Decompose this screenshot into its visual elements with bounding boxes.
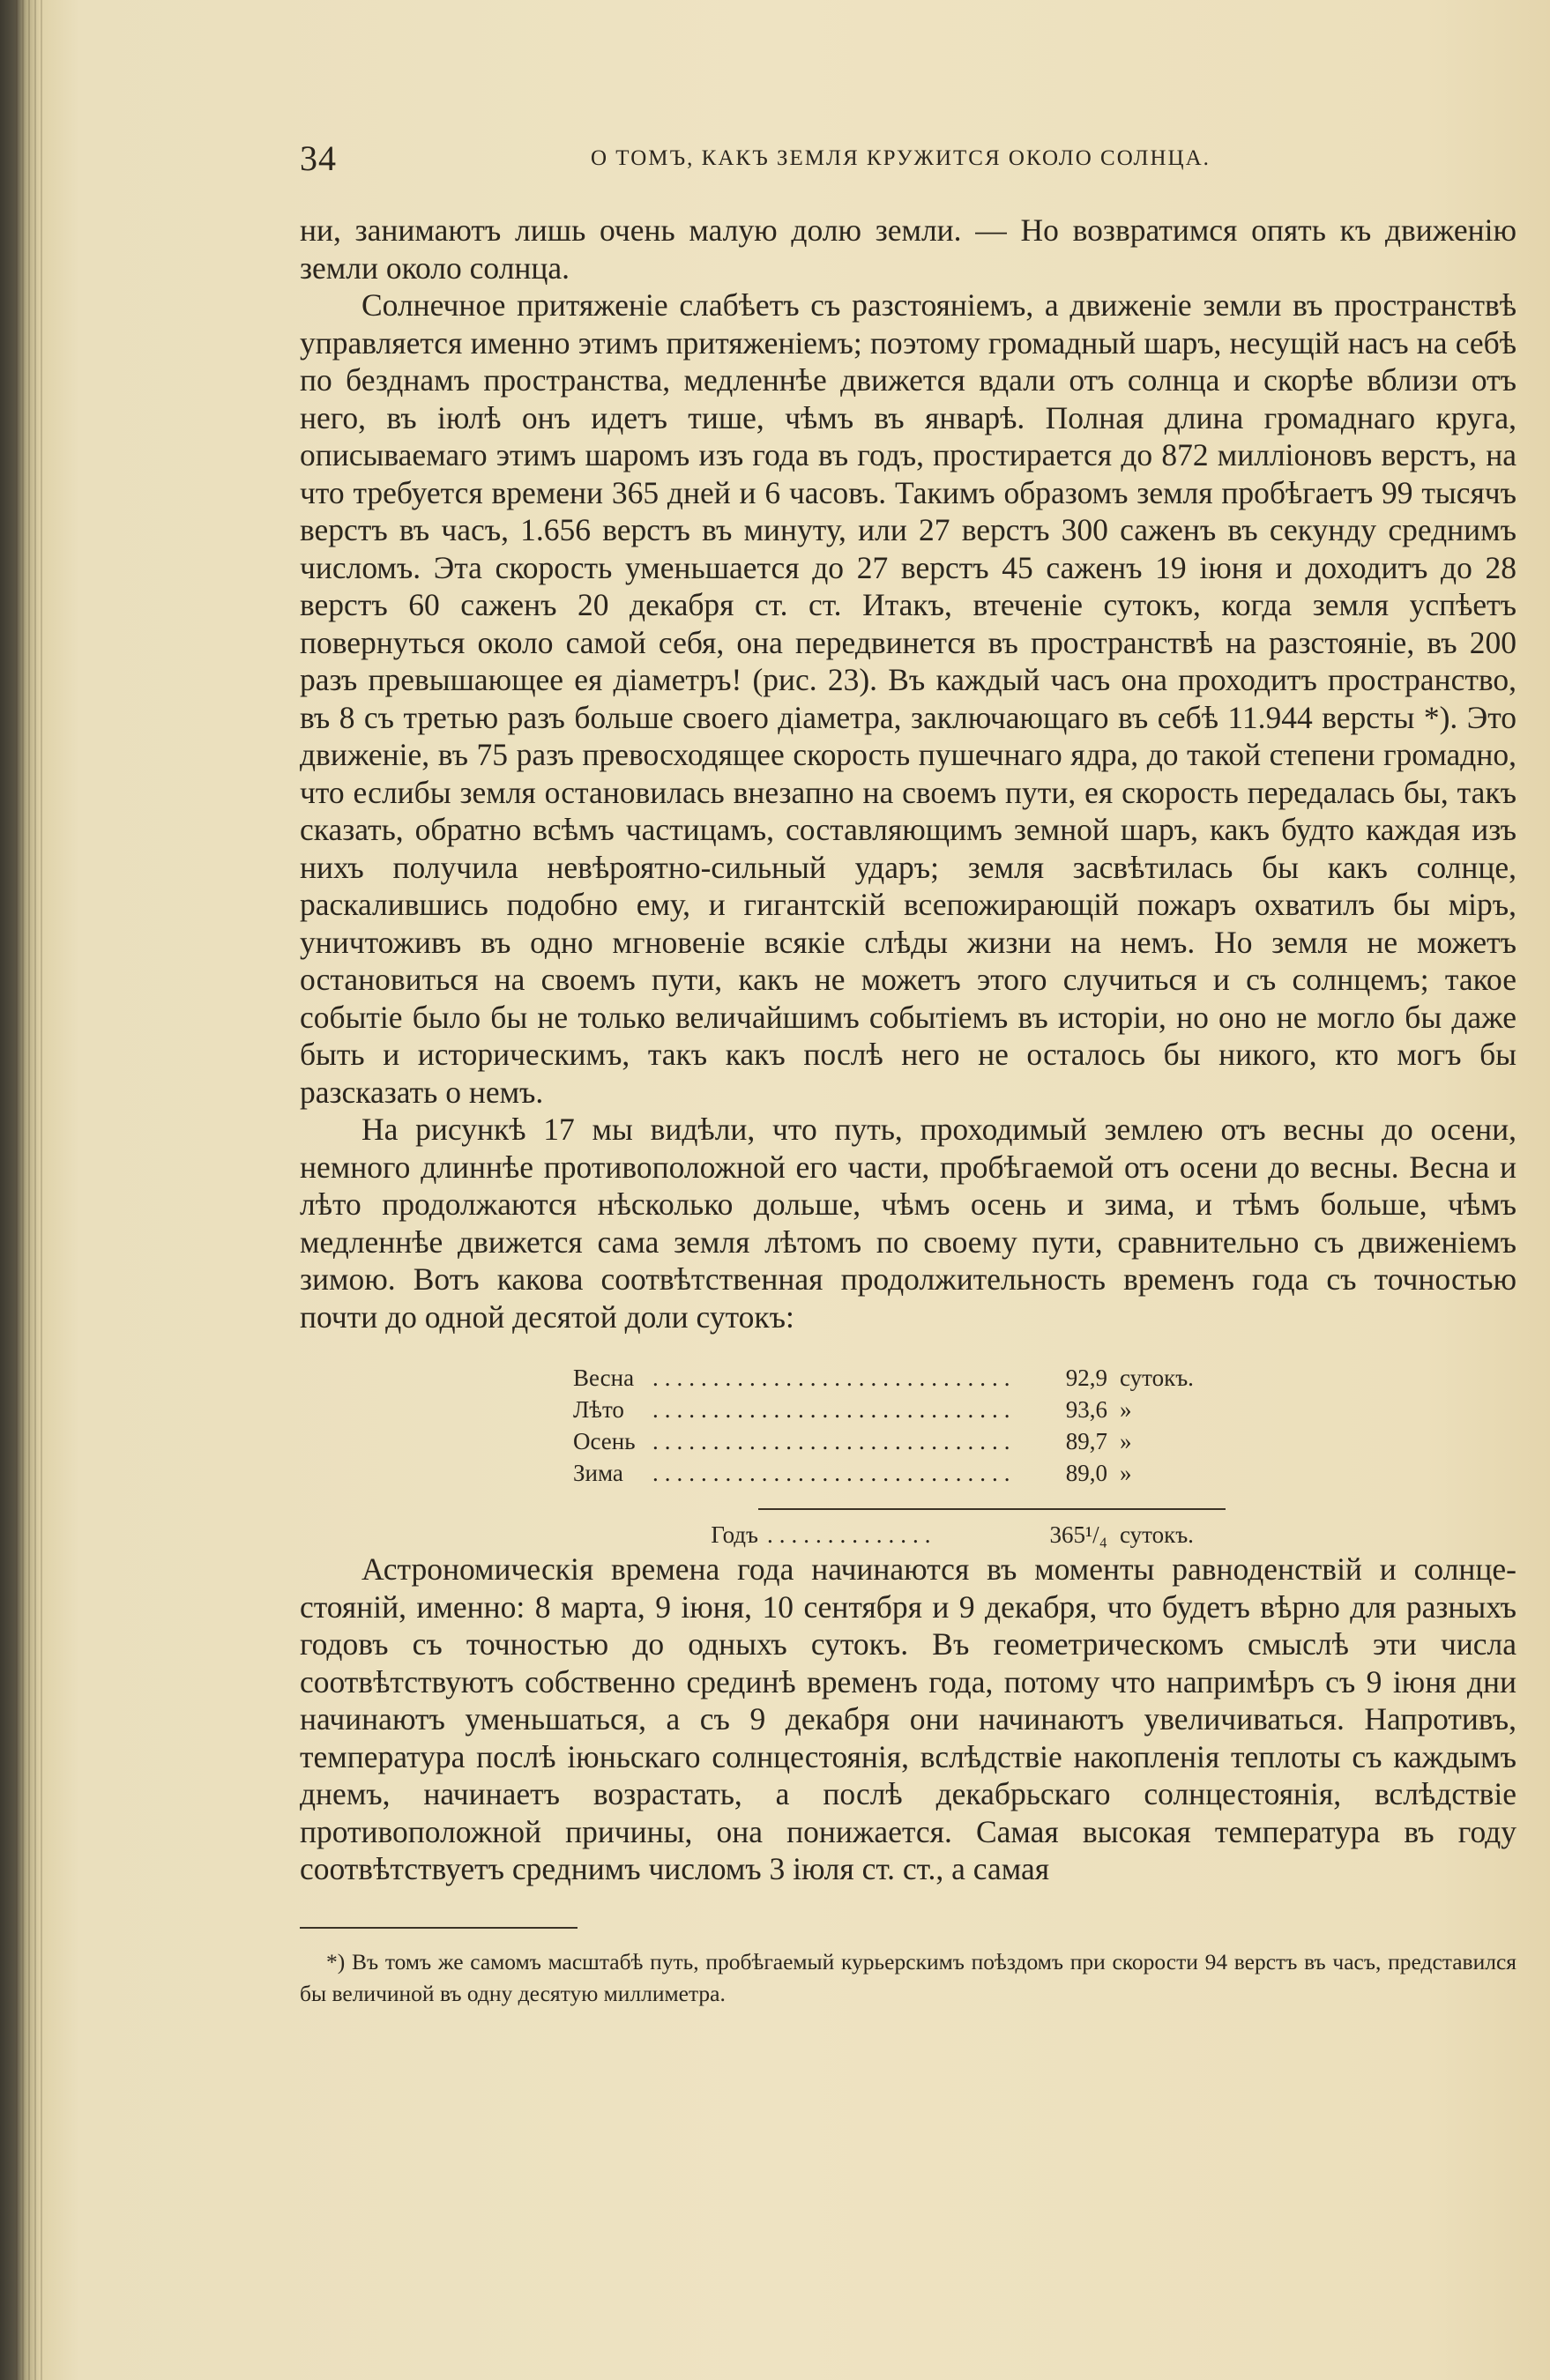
paragraph-astronomical-seasons: Астрономическія времена года начинаются въ моменты равноденствій и солнцестояній, именно: 8 марта, 9 іюня, 10 сентября и 9 декабря, что будетъ вѣрно для разныхъ годовъ съ точностью до одныхъ сутокъ. Въ геометрическомъ смыслѣ эти числа соотвѣтствуютъ собственно срединѣ временъ года, потому что напримѣръ съ 9 іюня дни начинаютъ уменьшаться, а съ 9 декабря они начинаютъ увеличиваться. Напротивъ, температура послѣ іюньскаго солнцестоянія, вслѣдствіе накопленія теплоты съ каждымъ днемъ, начинаетъ возрастать, а послѣ декабрьскаго солнцестоянія, вслѣдствіе противоположной причины, она понижается. Самая высокая температура въ году соотвѣтствуетъ среднимъ числомъ 3 іюля ст. ст., а самая [300, 1551, 1516, 1886]
total-name: Годъ [711, 1521, 758, 1548]
running-head [300, 132, 1516, 185]
book-gutter [16, 0, 46, 2380]
leader-dots: .............................. [652, 1428, 1017, 1454]
table-total-row [573, 1519, 1226, 1551]
seasons-table [573, 1362, 1226, 1551]
table-row [573, 1362, 1226, 1394]
season-unit: » [1120, 1428, 1132, 1454]
page-number: 34 [300, 138, 337, 178]
table-sum-rule [758, 1508, 1226, 1510]
season-name: Осень [573, 1428, 636, 1454]
paragraph-seasons-length: На рисункѣ 17 мы видѣли, что путь, проходимый землею отъ весны до осени, немного длиннѣе противоположной его части, пробѣгаемой отъ осени до весны. Весна и лѣто продолжаются нѣсколько дольше, чѣмъ осень и зима, и тѣмъ больше, чѣмъ медленнѣе движется сама земля лѣтомъ по своему пути, сравнительно съ движеніемъ зимою. Вотъ какова соотвѣтственная продолжительность временъ года съ точностью почти до одной десятой доли сутокъ: [300, 1112, 1516, 1335]
paragraph-continued: ни, занимаютъ лишь очень малую долю земли. — Но возвратимся опять къ движенію земли около солнца. [300, 212, 1516, 286]
season-unit: » [1120, 1396, 1132, 1423]
season-days: 93,6 [1065, 1396, 1107, 1423]
footnote: *) Въ томъ же самомъ масштабѣ путь, пробѣгаемый курьерскимъ поѣздомъ при скорости 94 верстъ въ часъ, представился бы величиной въ одну десятую миллиметра. [300, 1948, 1516, 2006]
leader-dots: .............................. [652, 1460, 1017, 1486]
body-text [300, 212, 1516, 1888]
paragraph-solar-attraction: Солнечное притяженіе слабѣетъ съ разстояніемъ, а движеніе земли въ пространствѣ управляется именно этимъ притяженіемъ; поэтому громадный шаръ, несущій насъ на себѣ по безднамъ пространства, медленнѣе движется вдали отъ солнца и скорѣе вблизи отъ него, въ іюлѣ онъ идетъ тише, чѣмъ въ январѣ. Полная длина громаднаго круга, описываемаго этимъ шаромъ изъ года въ годъ, простирается до 872 милліоновъ верстъ, на что требуется времени 365 дней и 6 часовъ. Такимъ образомъ земля пробѣгаетъ 99 тысячъ верстъ въ часъ, 1.656 верстъ въ минуту, или 27 верстъ 300 саженъ въ секунду среднимъ числомъ. Эта скорость уменьшается до 27 верстъ 45 саженъ 19 іюня и доходитъ до 28 верстъ 60 саженъ 20 декабря ст. ст. Итакъ, втеченіе сутокъ, когда земля успѣетъ повернуться около самой себя, она передвинется въ пространствѣ на разстояніе, въ 200 разъ превышающее ея діаметръ! (рис. 23). Въ каждый часъ она проходитъ пространство, въ 8 съ третью разъ больше своего діаметра, заключающаго въ себѣ 11.944 версты *). Это движеніе, въ 75 разъ превосходящее скорость пушечнаго ядра, до такой степени громадно, что еслибы земля остановилась внезапно на своемъ пути, ея скорость передалась бы, такъ сказать, обратно всѣмъ частицамъ, составляющимъ земной шаръ, какъ будто каждая изъ нихъ получила невѣроятно-сильный ударъ; земля засвѣтилась бы какъ солнце, раскалившись подобно ему, и гигантскій всепожирающій пожаръ охватилъ бы міръ, уничтоживъ въ одно мгновеніе всякіе слѣды жизни на немъ. Но земля не можетъ остановиться на своемъ пути, какъ не можетъ этого случиться и съ солнцемъ; такое событіе было бы не только величайшимъ событіемъ въ исторіи, но оно не могло бы даже быть и историческимъ, такъ какъ послѣ него не осталось бы никого, кто могъ бы разсказать о немъ. [300, 287, 1516, 1110]
season-days: 89,7 [1065, 1428, 1107, 1454]
total-unit: сутокъ. [1120, 1521, 1194, 1548]
table-row [573, 1425, 1226, 1457]
page-content [300, 132, 1516, 2248]
leader-dots: .............. [767, 1521, 937, 1548]
total-days: 365¹/₄ [1049, 1521, 1107, 1548]
table-row [573, 1394, 1226, 1425]
table-row [573, 1457, 1226, 1489]
season-name: Весна [573, 1365, 635, 1391]
season-name: Зима [573, 1460, 623, 1486]
season-days: 92,9 [1065, 1365, 1107, 1391]
season-unit: » [1120, 1460, 1132, 1486]
leader-dots: .............................. [652, 1365, 1017, 1391]
season-unit: сутокъ. [1120, 1365, 1194, 1391]
season-days: 89,0 [1065, 1460, 1107, 1486]
footnote-rule [300, 1927, 578, 1929]
leader-dots: .............................. [652, 1396, 1017, 1423]
season-name: Лѣто [573, 1396, 624, 1423]
running-title: О ТОМЪ, КАКЪ ЗЕМЛЯ КРУЖИТСЯ ОКОЛО СОЛНЦА. [591, 146, 1211, 170]
